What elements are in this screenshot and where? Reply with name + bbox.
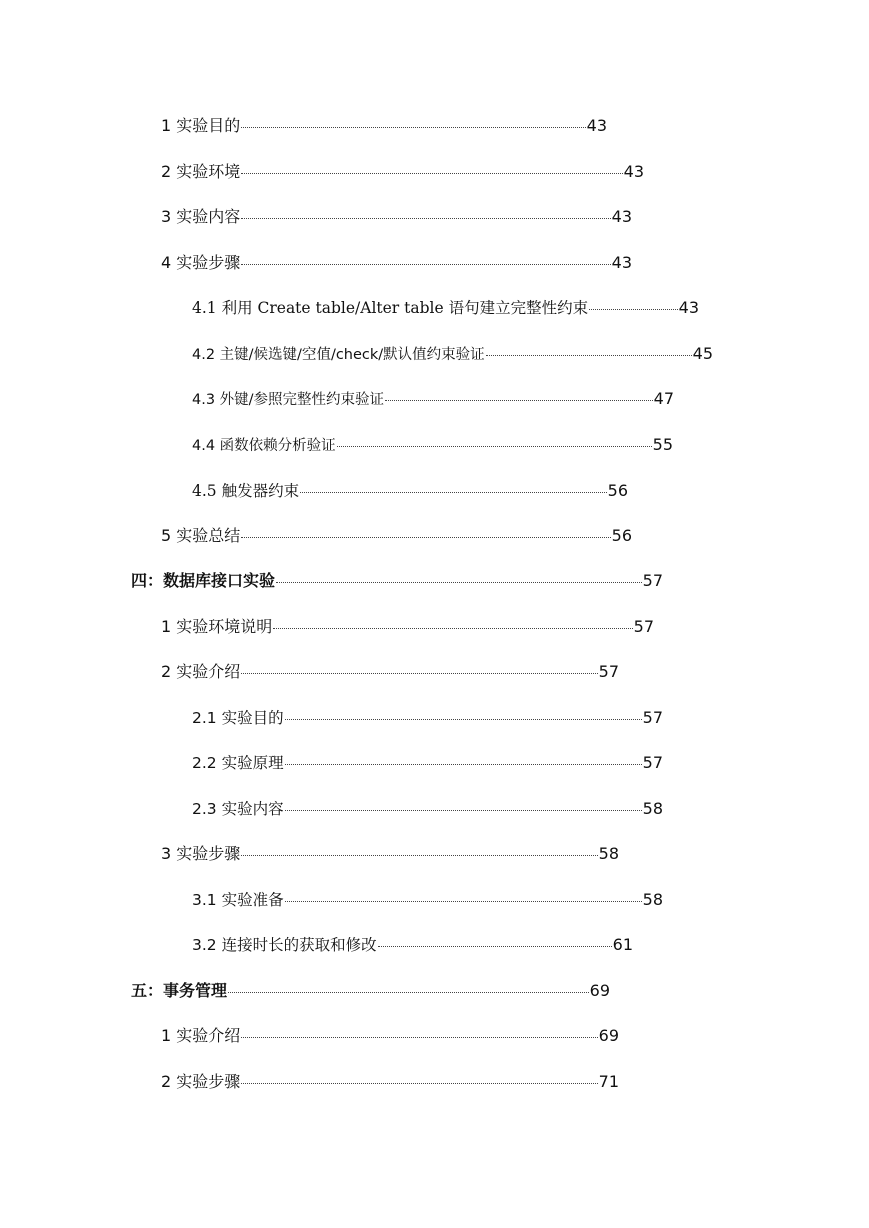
dot-leader bbox=[589, 309, 678, 310]
toc-page-number: 56 bbox=[607, 481, 628, 500]
toc-page-number: 43 bbox=[611, 253, 632, 272]
toc-entry[interactable] bbox=[192, 298, 699, 318]
dot-leader bbox=[241, 218, 610, 219]
toc-entry[interactable] bbox=[161, 617, 654, 637]
toc-entry-label: 2.2 实验原理 bbox=[192, 754, 284, 772]
toc-entry-label: 1 实验环境说明 bbox=[161, 617, 273, 636]
dot-leader bbox=[241, 1037, 597, 1038]
dot-leader bbox=[273, 628, 632, 629]
toc-page-number: 69 bbox=[589, 981, 610, 1000]
toc-entry-label: 5 实验总结 bbox=[161, 526, 241, 545]
toc-entry-label: 2.3 实验内容 bbox=[192, 800, 284, 818]
dot-leader bbox=[241, 537, 610, 538]
toc-page-number: 58 bbox=[642, 890, 663, 909]
dot-leader bbox=[285, 901, 642, 902]
toc-entry[interactable] bbox=[161, 1026, 619, 1046]
toc-entry-label: 4.1 利用 Create table/Alter table 语句建立完整性约束 bbox=[192, 299, 589, 317]
dot-leader bbox=[285, 764, 642, 765]
toc-page-number: 43 bbox=[586, 116, 607, 135]
dot-leader bbox=[276, 582, 642, 583]
toc-entry[interactable] bbox=[161, 662, 619, 682]
dot-leader bbox=[385, 400, 653, 401]
toc-entry-label: 4 实验步骤 bbox=[161, 253, 241, 272]
toc-entry-label: 3 实验步骤 bbox=[161, 844, 241, 863]
dot-leader bbox=[241, 264, 610, 265]
toc-page-number: 56 bbox=[611, 526, 632, 545]
toc-chapter-entry[interactable] bbox=[131, 571, 663, 591]
toc-entry[interactable] bbox=[161, 162, 644, 182]
toc-page-number: 71 bbox=[598, 1072, 619, 1091]
toc-entry-label: 4.5 触发器约束 bbox=[192, 482, 300, 500]
toc-entry[interactable] bbox=[192, 890, 663, 910]
toc-entry[interactable] bbox=[161, 844, 619, 864]
toc-page-number: 43 bbox=[623, 162, 644, 181]
toc-page-number: 61 bbox=[612, 935, 633, 954]
toc-page-number: 43 bbox=[611, 207, 632, 226]
toc-entry[interactable] bbox=[192, 435, 673, 456]
toc-entry[interactable] bbox=[161, 1072, 619, 1092]
toc-entry[interactable] bbox=[192, 389, 674, 410]
toc-page-number: 58 bbox=[598, 844, 619, 863]
toc-page-number: 45 bbox=[692, 344, 713, 363]
dot-leader bbox=[241, 127, 585, 128]
toc-page-number: 57 bbox=[598, 662, 619, 681]
toc-entry[interactable] bbox=[192, 753, 663, 773]
toc-page-number: 57 bbox=[642, 571, 663, 590]
toc-page-number: 43 bbox=[678, 298, 699, 317]
dot-leader bbox=[241, 1083, 597, 1084]
toc-entry-label: 2 实验环境 bbox=[161, 162, 241, 181]
dot-leader bbox=[285, 719, 642, 720]
toc-entry-label: 1 实验目的 bbox=[161, 116, 241, 135]
toc-entry[interactable] bbox=[192, 708, 663, 728]
toc-page-number: 47 bbox=[653, 389, 674, 408]
toc-page-number: 69 bbox=[598, 1026, 619, 1045]
dot-leader bbox=[378, 946, 612, 947]
toc-entry[interactable] bbox=[192, 799, 663, 819]
toc-chapter-label: 四：数据库接口实验 bbox=[131, 571, 276, 590]
dot-leader bbox=[228, 992, 589, 993]
toc-entry[interactable] bbox=[161, 116, 607, 136]
toc-entry[interactable] bbox=[161, 253, 632, 273]
toc-entry-label: 2 实验步骤 bbox=[161, 1072, 241, 1091]
toc-entry-label: 4.4 函数依赖分析验证 bbox=[192, 438, 336, 454]
toc-entry[interactable] bbox=[192, 481, 628, 501]
dot-leader bbox=[300, 492, 607, 493]
toc-page-number: 55 bbox=[652, 435, 673, 454]
toc-entry-label: 2 实验介绍 bbox=[161, 662, 241, 681]
toc-entry[interactable] bbox=[192, 935, 633, 955]
dot-leader bbox=[285, 810, 642, 811]
dot-leader bbox=[486, 355, 692, 356]
dot-leader bbox=[241, 855, 597, 856]
toc-page-number: 57 bbox=[642, 753, 663, 772]
toc-page-number: 57 bbox=[642, 708, 663, 727]
toc-entry[interactable] bbox=[192, 344, 713, 365]
toc-entry-label: 4.2 主键/候选键/空值/check/默认值约束验证 bbox=[192, 347, 485, 363]
toc-entry[interactable] bbox=[161, 526, 632, 546]
toc-entry[interactable] bbox=[161, 207, 632, 227]
toc-entry-label: 1 实验介绍 bbox=[161, 1026, 241, 1045]
dot-leader bbox=[241, 173, 622, 174]
toc-page-number: 57 bbox=[633, 617, 654, 636]
toc-entry-label: 3.1 实验准备 bbox=[192, 891, 284, 909]
toc-chapter-label: 五：事务管理 bbox=[131, 981, 228, 1000]
toc-entry-label: 2.1 实验目的 bbox=[192, 709, 284, 727]
toc-entry-label: 3.2 连接时长的获取和修改 bbox=[192, 936, 377, 954]
toc-entry-label: 4.3 外键/参照完整性约束验证 bbox=[192, 392, 385, 408]
dot-leader bbox=[241, 673, 597, 674]
dot-leader bbox=[337, 446, 652, 447]
toc-page-number: 58 bbox=[642, 799, 663, 818]
toc-entry-label: 3 实验内容 bbox=[161, 207, 241, 226]
toc-chapter-entry[interactable] bbox=[131, 981, 610, 1001]
